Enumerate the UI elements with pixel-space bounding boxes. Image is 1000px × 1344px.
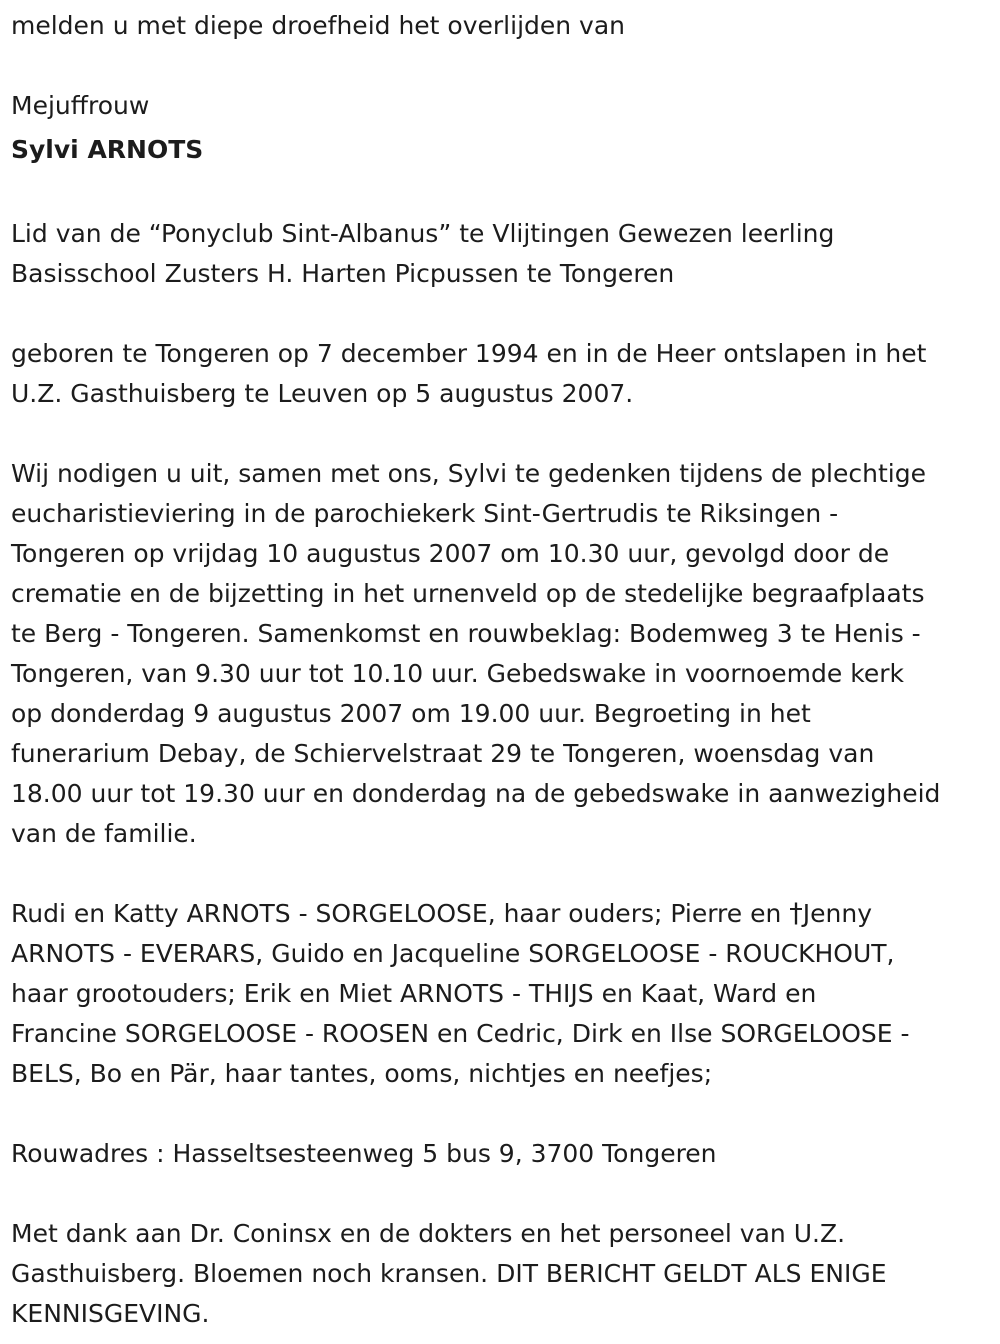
deceased-name: Sylvi ARNOTS — [11, 135, 204, 164]
spacer — [11, 174, 993, 214]
ceremony-paragraph — [11, 454, 993, 854]
paragraph-line: Gasthuisberg. Bloemen noch kransen. DIT BERICHT GELDT ALS ENIGE — [11, 1259, 887, 1288]
birth-death-paragraph — [11, 334, 993, 414]
spacer — [11, 1094, 993, 1134]
paragraph-line: ARNOTS - EVERARS, Guido en Jacqueline SORGELOOSE - ROUCKHOUT, — [11, 939, 895, 968]
spacer — [11, 854, 993, 894]
paragraph-line: 18.00 uur tot 19.30 uur en donderdag na de gebedswake in aanwezigheid — [11, 779, 941, 808]
spacer — [11, 294, 993, 334]
mourning-address: Rouwadres : Hasseltsesteenweg 5 bus 9, 3700 Tongeren — [11, 1139, 717, 1168]
paragraph-line: Met dank aan Dr. Coninsx en de dokters en het personeel van U.Z. — [11, 1219, 846, 1248]
paragraph-line: Wij nodigen u uit, samen met ons, Sylvi te gedenken tijdens de plechtige — [11, 459, 926, 488]
family-text: Jenny — [802, 899, 873, 928]
paragraph-line: funerarium Debay, de Schiervelstraat 29 te Tongeren, woensdag van — [11, 739, 875, 768]
spacer — [11, 414, 993, 454]
intro-text: melden u met diepe droefheid het overlijden van — [11, 11, 626, 40]
closing-paragraph — [11, 1214, 993, 1334]
family-text: Rudi en Katty ARNOTS - SORGELOOSE, haar ouders; Pierre en — [11, 899, 782, 928]
paragraph-line: op donderdag 9 augustus 2007 om 19.00 uur. Begroeting in het — [11, 699, 811, 728]
paragraph-line: eucharistieviering in de parochiekerk Sint-Gertrudis te Riksingen - — [11, 499, 839, 528]
family-paragraph — [11, 894, 993, 1094]
paragraph-line: Francine SORGELOOSE - ROOSEN en Cedric, Dirk en Ilse SORGELOOSE - — [11, 1019, 910, 1048]
membership-paragraph — [11, 214, 993, 294]
paragraph-line: crematie en de bijzetting in het urnenveld op de stedelijke begraafplaats — [11, 579, 925, 608]
paragraph-line — [11, 894, 993, 934]
paragraph-line: KENNISGEVING. — [11, 1299, 210, 1328]
paragraph-line: van de familie. — [11, 819, 197, 848]
paragraph-line: haar grootouders; Erik en Miet ARNOTS - THIJS en Kaat, Ward en — [11, 979, 817, 1008]
paragraph-line: BELS, Bo en Pär, haar tantes, ooms, nichtjes en neefjes; — [11, 1059, 713, 1088]
paragraph-line: te Berg - Tongeren. Samenkomst en rouwbeklag: Bodemweg 3 te Henis - — [11, 619, 921, 648]
paragraph-line: geboren te Tongeren op 7 december 1994 en in de Heer ontslapen in het — [11, 339, 927, 368]
paragraph-line: U.Z. Gasthuisberg te Leuven op 5 augustus 2007. — [11, 379, 634, 408]
paragraph-line: Basisschool Zusters H. Harten Picpussen te Tongeren — [11, 259, 675, 288]
spacer — [11, 46, 993, 86]
paragraph-line: Lid van de “Ponyclub Sint-Albanus” te Vlijtingen Gewezen leerling — [11, 219, 835, 248]
honorific: Mejuffrouw — [11, 91, 150, 120]
paragraph-line: Tongeren, van 9.30 uur tot 10.10 uur. Gebedswake in voornoemde kerk — [11, 659, 904, 688]
cross-icon: † — [789, 898, 803, 929]
obituary-notice — [11, 6, 993, 1334]
paragraph-line: Tongeren op vrijdag 10 augustus 2007 om 10.30 uur, gevolgd door de — [11, 539, 890, 568]
spacer — [11, 1174, 993, 1214]
